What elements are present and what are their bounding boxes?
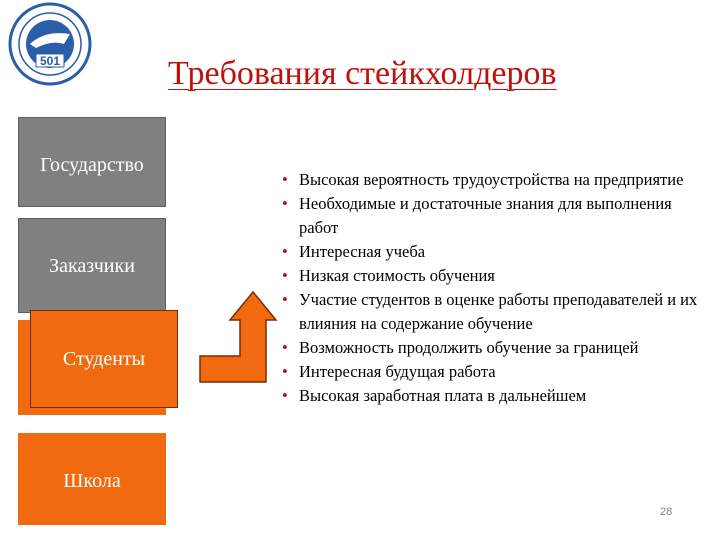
stakeholder-government: Государство <box>18 117 166 207</box>
stakeholder-students: Студенты <box>30 310 178 408</box>
requirement-item: • Интересная учеба <box>278 240 698 264</box>
requirement-item: • Необходимые и достаточные знания для выполнения работ <box>278 192 698 240</box>
requirement-item: • Низкая стоимость обучения <box>278 264 698 288</box>
bent-up-arrow-icon <box>198 288 288 408</box>
requirement-item: • Интересная будущая работа <box>278 360 698 384</box>
page-title: Требования стейкхолдеров <box>168 55 557 92</box>
requirement-item: • Возможность продолжить обучение за границей <box>278 336 698 360</box>
requirements-list <box>278 168 698 408</box>
page-number: 28 <box>660 506 673 518</box>
requirement-item: • Высокая заработная плата в дальнейшем <box>278 384 698 408</box>
stakeholder-school: Школа <box>18 433 166 525</box>
stakeholder-customers: Заказчики <box>18 218 166 313</box>
university-emblem-icon <box>0 0 96 88</box>
logo-label: 501 <box>39 54 61 68</box>
requirement-item: • Участие студентов в оценке работы преподавателей и их влияния на содержание обучение <box>278 288 698 336</box>
requirement-item: • Высокая вероятность трудоустройства на предприятие <box>278 168 698 192</box>
